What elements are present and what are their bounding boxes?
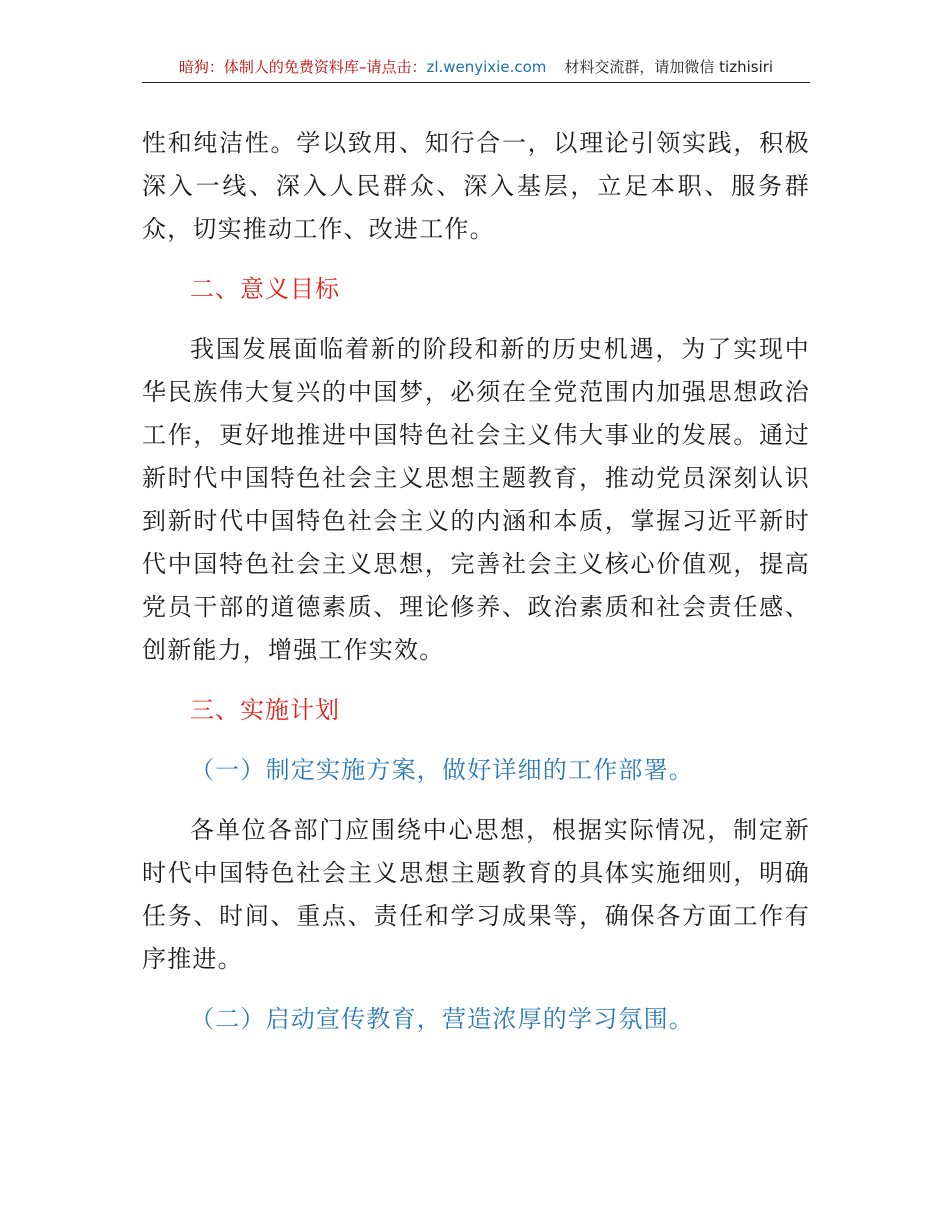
section-2-heading: 二、意义目标 — [190, 275, 340, 303]
header-brand: 暗狗：体制人的免费资料库 — [178, 58, 359, 76]
section-3-sub1-heading: （一）制定实施方案，做好详细的工作部署。 — [190, 756, 694, 784]
header-prompt: –请点击： — [358, 58, 427, 76]
section-3-sub2-heading: （二）启动宣传教育，营造浓厚的学习氛围。 — [190, 1005, 694, 1033]
section-2-paragraph: 我国发展面临着新的阶段和新的历史机遇，为了实现中华民族伟大复兴的中国梦，必须在全党范围内加强思想政治工作，更好地推进中国特色社会主义伟大事业的发展。通过新时代中国特色社会主义思想主题教育，推动党员深刻认识到新时代中国特色社会主义的内涵和本质，掌握习近平新时代中国特色社会主义思想，完善社会主义核心价值观，提高党员干部的道德素质、理论修养、政治素质和社会责任感、创新能力，增强工作实效。 — [142, 335, 810, 664]
document-body — [142, 122, 810, 1041]
section-3-heading: 三、实施计划 — [190, 696, 340, 724]
header-url-link[interactable]: zl.wenyixie.com — [426, 58, 547, 76]
header-wechat-group: 材料交流群，请加微信 tizhisiri — [564, 58, 774, 76]
page-header — [142, 56, 810, 83]
section-3-sub1-paragraph: 各单位各部门应围绕中心思想，根据实际情况，制定新时代中国特色社会主义思想主题教育的具体实施细则，明确任务、时间、重点、责任和学习成果等，确保各方面工作有序推进。 — [142, 816, 810, 973]
intro-paragraph: 性和纯洁性。学以致用、知行合一，以理论引领实践，积极深入一线、深入人民群众、深入基层，立足本职、服务群众，切实推动工作、改进工作。 — [142, 129, 810, 243]
